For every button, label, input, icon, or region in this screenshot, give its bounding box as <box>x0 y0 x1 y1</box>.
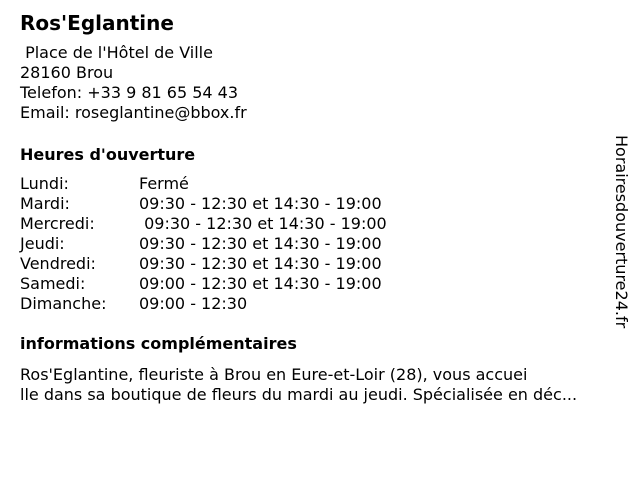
description-line: Ros'Eglantine, fleuriste à Brou en Eure-et-Loir (28), vous accuei <box>20 365 528 384</box>
opening-hours-table <box>20 174 387 314</box>
business-description <box>20 365 630 405</box>
hours-day: Lundi: <box>20 174 69 193</box>
hours-row <box>20 174 387 194</box>
hours-row <box>20 274 387 294</box>
phone-number[interactable]: Telefon: +33 9 81 65 54 43 <box>20 83 239 102</box>
site-watermark-text: Horairesdouverture24.fr <box>612 135 631 329</box>
description-line: lle dans sa boutique de fleurs du mardi au jeudi. Spécialisée en déc... <box>20 385 578 404</box>
hours-day: Jeudi: <box>20 234 65 253</box>
hours-row <box>20 214 387 234</box>
address-postal-city: 28160 Brou <box>20 63 114 82</box>
hours-times: 09:30 - 12:30 et 14:30 - 19:00 <box>139 234 382 253</box>
hours-times: 09:00 - 12:30 et 14:30 - 19:00 <box>139 274 382 293</box>
hours-row <box>20 294 387 314</box>
hours-times: 09:30 - 12:30 et 14:30 - 19:00 <box>139 254 382 273</box>
hours-times: Fermé <box>139 174 189 193</box>
hours-row <box>20 234 387 254</box>
hours-day: Dimanche: <box>20 294 107 313</box>
hours-times: 09:00 - 12:30 <box>139 294 248 313</box>
site-watermark <box>611 135 635 347</box>
email-address[interactable]: Email: roseglantine@bbox.fr <box>20 103 247 122</box>
business-name: Ros'Eglantine <box>20 11 174 35</box>
opening-hours-heading: Heures d'ouverture <box>20 145 196 164</box>
hours-day: Mardi: <box>20 194 70 213</box>
hours-row <box>20 254 387 274</box>
business-contact <box>20 43 247 123</box>
hours-row <box>20 194 387 214</box>
hours-times: 09:30 - 12:30 et 14:30 - 19:00 <box>139 194 382 213</box>
address-street: Place de l'Hôtel de Ville <box>20 43 213 62</box>
hours-day: Mercredi: <box>20 214 95 233</box>
additional-info-heading: informations complémentaires <box>20 334 297 353</box>
hours-day: Samedi: <box>20 274 86 293</box>
hours-times: 09:30 - 12:30 et 14:30 - 19:00 <box>139 214 387 233</box>
hours-day: Vendredi: <box>20 254 96 273</box>
